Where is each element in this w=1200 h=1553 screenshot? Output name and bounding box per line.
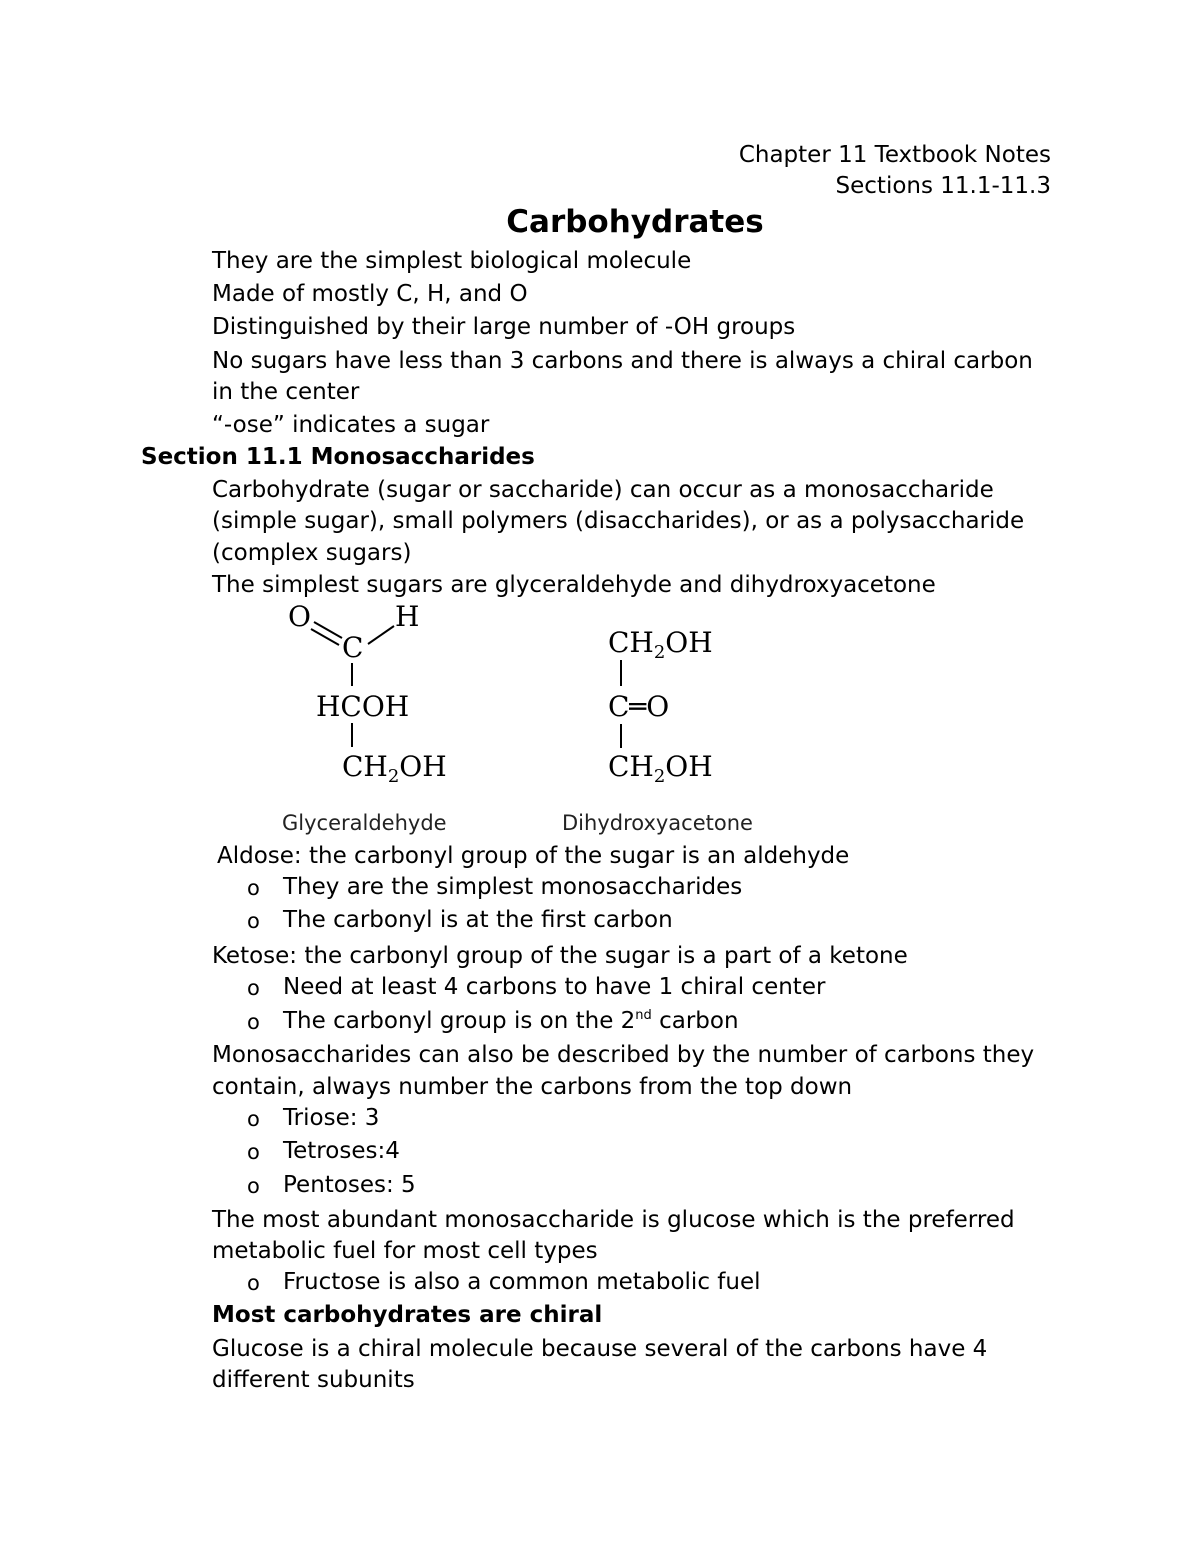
ch2oh-label: $CH_2OH$ (342, 750, 447, 787)
section-para-line-2: (simple sugar), small polymers (disaccharides), or as a polysaccharide (212, 508, 1025, 534)
ketose-bullet-1: Need at least 4 carbons to have 1 chiral center (283, 974, 826, 1000)
bottom-ch2oh-label: $CH_2OH$ (608, 750, 713, 787)
carbon-label: C (342, 631, 364, 664)
ketose-bullet-2: The carbonyl group is on the 2nd carbon (283, 1008, 739, 1034)
chiral-line-2: different subunits (212, 1367, 415, 1393)
carbonyl-label: C═O (608, 690, 670, 723)
counting-line-1: Monosaccharides can also be described by the number of carbons they (212, 1042, 1035, 1068)
section-heading: Section 11.1 Monosaccharides (141, 444, 535, 470)
page-title: Carbohydrates (506, 204, 764, 240)
dihydroxyacetone-structure (555, 600, 795, 840)
hcoh-label: HCOH (316, 690, 410, 723)
bullet-glyph: o (247, 1010, 260, 1034)
glyceraldehyde-structure (270, 600, 490, 840)
bullet-glyph: o (247, 1174, 260, 1198)
double-bond-line-1 (314, 622, 342, 638)
header-chapter: Chapter 11 Textbook Notes (738, 142, 1051, 168)
hydrogen-label: H (395, 600, 420, 633)
top-ch2oh-label: $CH_2OH$ (608, 626, 713, 663)
bullet-glyph: o (247, 1140, 260, 1164)
header-sections: Sections 11.1-11.3 (835, 173, 1051, 199)
intro-line-2: Made of mostly C, H, and O (212, 281, 528, 307)
intro-line-6: “-ose” indicates a sugar (212, 412, 490, 438)
bullet-glyph: o (247, 976, 260, 1000)
oxygen-label: O (288, 600, 311, 633)
pentoses-bullet: Pentoses: 5 (283, 1172, 416, 1198)
bullet-glyph: o (247, 909, 260, 933)
chiral-heading: Most carbohydrates are chiral (212, 1302, 603, 1328)
chiral-line-1: Glucose is a chiral molecule because several of the carbons have 4 (212, 1336, 988, 1362)
intro-line-1: They are the simplest biological molecule (212, 248, 692, 274)
glucose-line-1: The most abundant monosaccharide is glucose which is the preferred (212, 1207, 1015, 1233)
intro-line-3: Distinguished by their large number of -OH groups (212, 314, 796, 340)
simplest-sugars-line: The simplest sugars are glyceraldehyde and dihydroxyacetone (212, 572, 936, 598)
bullet-glyph: o (247, 1271, 260, 1295)
bullet-glyph: o (247, 1107, 260, 1131)
counting-line-2: contain, always number the carbons from the top down (212, 1074, 853, 1100)
aldose-line: Aldose: the carbonyl group of the sugar is an aldehyde (217, 843, 850, 869)
double-bond-line-2 (311, 629, 339, 645)
fructose-bullet: Fructose is also a common metabolic fuel (283, 1269, 761, 1295)
tetroses-bullet: Tetroses:4 (283, 1138, 400, 1164)
glucose-line-2: metabolic fuel for most cell types (212, 1238, 598, 1264)
triose-bullet: Triose: 3 (283, 1105, 380, 1131)
intro-line-5: in the center (212, 379, 360, 405)
section-para-line-1: Carbohydrate (sugar or saccharide) can occur as a monosaccharide (212, 477, 994, 503)
bullet-glyph: o (247, 876, 260, 900)
superscript: nd (635, 1008, 652, 1023)
glyceraldehyde-caption: Glyceraldehyde (282, 811, 447, 835)
section-para-line-3: (complex sugars) (212, 540, 412, 566)
aldose-bullet-1: They are the simplest monosaccharides (283, 874, 743, 900)
intro-line-4: No sugars have less than 3 carbons and there is always a chiral carbon (212, 348, 1033, 374)
dihydroxyacetone-caption: Dihydroxyacetone (562, 811, 753, 835)
aldose-bullet-2: The carbonyl is at the first carbon (283, 907, 673, 933)
ketose-line: Ketose: the carbonyl group of the sugar is a part of a ketone (212, 943, 908, 969)
single-bond-h (368, 626, 394, 644)
